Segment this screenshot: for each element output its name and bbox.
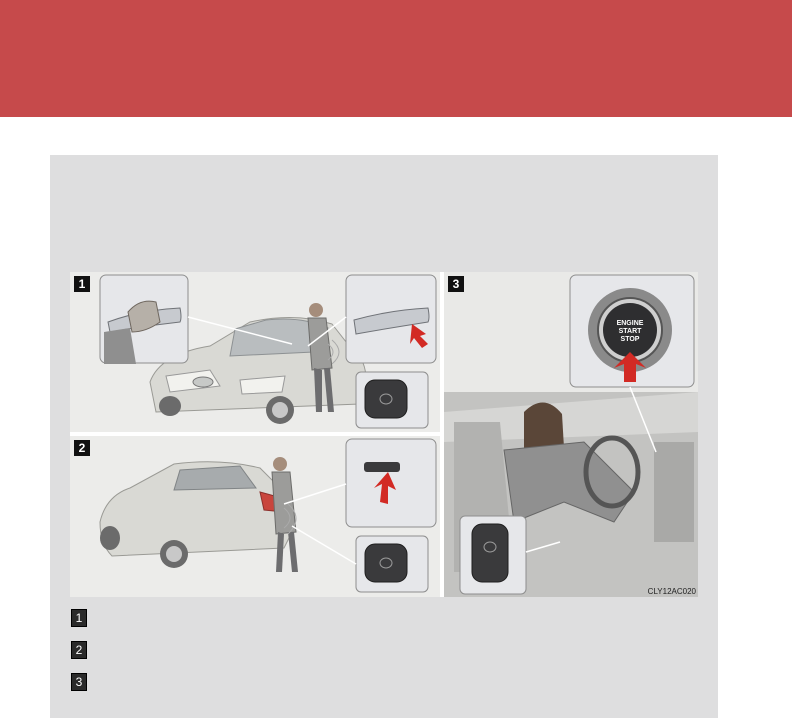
unlock-scene — [70, 272, 440, 432]
engine-label: ENGINE — [616, 320, 644, 327]
door-handle-inset-left — [100, 275, 188, 364]
trunk-button-inset — [346, 439, 436, 527]
stop-label: STOP — [620, 336, 640, 343]
panel-number-badge: 3 — [448, 276, 464, 292]
panel-number-badge: 2 — [74, 440, 90, 456]
key-fob-icon — [460, 516, 526, 594]
lock-scene — [70, 436, 440, 597]
key-fob-icon — [356, 536, 428, 592]
illustration-panel-lock — [70, 436, 440, 597]
step-number-badge: 3 — [71, 673, 87, 691]
start-label: START — [618, 328, 642, 335]
illustration-panel-start — [444, 272, 698, 597]
step-number-badge: 2 — [71, 641, 87, 659]
header-band — [0, 0, 792, 117]
panel-number-badge: 1 — [74, 276, 90, 292]
step-number-badge: 1 — [71, 609, 87, 627]
key-fob-icon — [356, 372, 428, 428]
start-button-label — [606, 320, 654, 344]
figure-code: CLY12AC020 — [647, 587, 696, 596]
illustration-figure — [70, 272, 698, 597]
start-scene — [444, 272, 698, 597]
door-handle-inset-right — [346, 275, 436, 363]
illustration-panel-unlock — [70, 272, 440, 432]
